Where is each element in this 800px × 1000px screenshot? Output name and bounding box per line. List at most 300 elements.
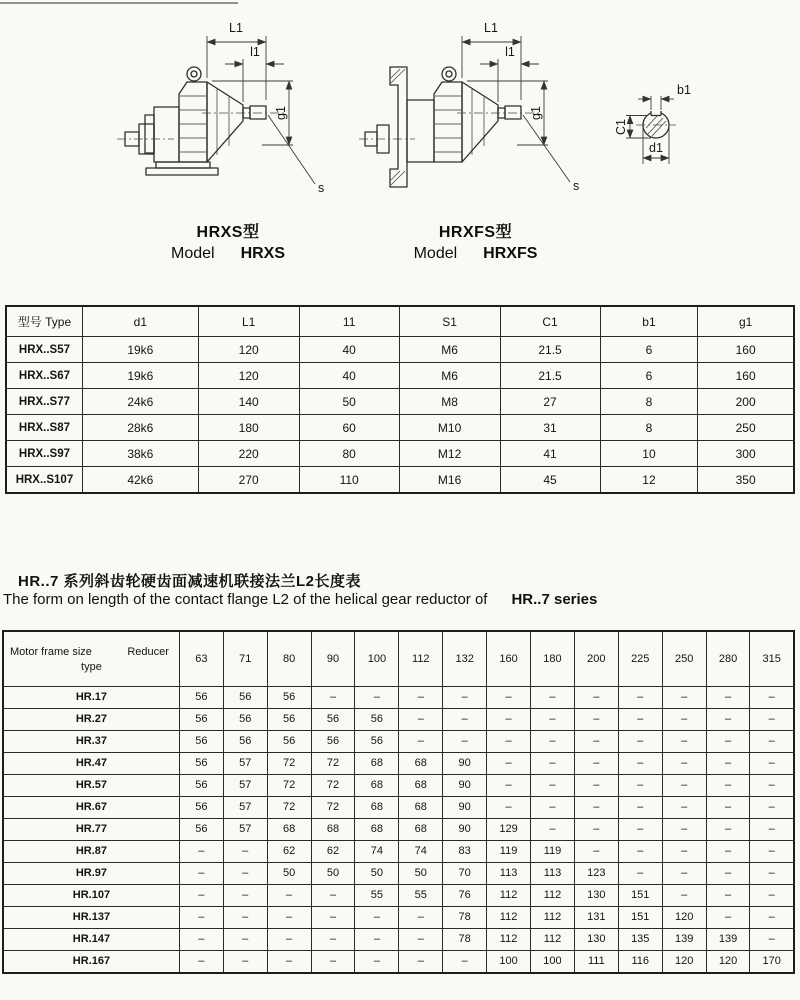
row-label: HR.137 [3, 907, 179, 929]
value-cell: 68 [267, 819, 311, 841]
column-header: 型号 Type [6, 306, 82, 337]
value-cell: 68 [355, 797, 399, 819]
table-row [3, 819, 794, 841]
value-cell: 21.5 [500, 363, 600, 389]
hrxs-caption [148, 219, 308, 263]
column-header: 80 [267, 631, 311, 687]
value-cell: – [618, 797, 662, 819]
hrxfs-caption-cn: HRXFS型 [438, 224, 513, 241]
value-cell: 130 [574, 929, 618, 951]
value-cell: – [706, 907, 750, 929]
value-cell: – [267, 907, 311, 929]
value-cell: – [223, 929, 267, 951]
hrxs-drawing [112, 12, 362, 217]
value-cell: 8 [600, 389, 698, 415]
column-header: 112 [399, 631, 443, 687]
value-cell: 56 [179, 775, 223, 797]
table-row [3, 753, 794, 775]
value-cell: – [706, 819, 750, 841]
row-label: HR.37 [3, 731, 179, 753]
row-label: HR.67 [3, 797, 179, 819]
value-cell: 40 [299, 363, 399, 389]
value-cell: 31 [500, 415, 600, 441]
value-cell: – [574, 819, 618, 841]
value-cell: – [531, 753, 575, 775]
value-cell: – [355, 951, 399, 974]
value-cell: – [399, 687, 443, 709]
value-cell: 38k6 [82, 441, 198, 467]
value-cell: 112 [531, 885, 575, 907]
value-cell: 270 [198, 467, 299, 494]
value-cell: – [531, 731, 575, 753]
value-cell: – [531, 775, 575, 797]
value-cell: 24k6 [82, 389, 198, 415]
value-cell: – [750, 687, 794, 709]
value-cell: 140 [198, 389, 299, 415]
value-cell: 170 [750, 951, 794, 974]
value-cell: 50 [399, 863, 443, 885]
value-cell: 151 [618, 907, 662, 929]
value-cell: – [706, 731, 750, 753]
value-cell: – [531, 687, 575, 709]
row-label: HR.47 [3, 753, 179, 775]
hrxfs-drawing [357, 12, 617, 217]
dim-label-l1: l1 [250, 45, 260, 59]
value-cell: 350 [698, 467, 794, 494]
table-row [6, 337, 794, 363]
value-cell: – [574, 709, 618, 731]
corner-label-reducer: Reducer [127, 645, 169, 658]
row-label: HRX..S87 [6, 415, 82, 441]
hrxfs-gearbox-outline [359, 67, 542, 187]
value-cell: – [311, 929, 355, 951]
value-cell: 80 [299, 441, 399, 467]
value-cell: 119 [487, 841, 531, 863]
value-cell: – [706, 797, 750, 819]
table-row [3, 885, 794, 907]
value-cell: – [311, 885, 355, 907]
shaft-section-drawing [600, 68, 760, 188]
value-cell: 68 [355, 753, 399, 775]
value-cell: 74 [399, 841, 443, 863]
value-cell: – [618, 841, 662, 863]
value-cell: – [487, 731, 531, 753]
value-cell: – [223, 885, 267, 907]
value-cell: 78 [443, 907, 487, 929]
value-cell: 139 [662, 929, 706, 951]
value-cell: 6 [600, 363, 698, 389]
table-row [3, 929, 794, 951]
table-row [3, 731, 794, 753]
value-cell: 220 [198, 441, 299, 467]
value-cell: – [618, 775, 662, 797]
value-cell: 250 [698, 415, 794, 441]
dim-label-C1: C1 [614, 119, 628, 135]
column-header: g1 [698, 306, 794, 337]
row-label: HR.147 [3, 929, 179, 951]
value-cell: – [750, 797, 794, 819]
value-cell: 72 [267, 797, 311, 819]
flange-section-title-en [3, 591, 597, 608]
value-cell: 74 [355, 841, 399, 863]
value-cell: – [574, 775, 618, 797]
table-row [3, 863, 794, 885]
hrxs-caption-en [148, 245, 308, 263]
value-cell: 112 [531, 907, 575, 929]
value-cell: – [750, 731, 794, 753]
value-cell: – [355, 907, 399, 929]
column-header: S1 [399, 306, 500, 337]
value-cell: 62 [267, 841, 311, 863]
column-header: 11 [299, 306, 399, 337]
column-header: 225 [618, 631, 662, 687]
row-label: HR.77 [3, 819, 179, 841]
dim-label-s: s [573, 179, 580, 193]
value-cell: 68 [399, 797, 443, 819]
value-cell: 300 [698, 441, 794, 467]
column-header: 315 [750, 631, 794, 687]
dim-label-s: s [318, 181, 325, 195]
value-cell: M16 [399, 467, 500, 494]
value-cell: 56 [179, 731, 223, 753]
column-header: 100 [355, 631, 399, 687]
corner-header-cell [3, 631, 179, 687]
value-cell: 56 [179, 709, 223, 731]
table-row [3, 951, 794, 974]
value-cell: – [618, 687, 662, 709]
value-cell: – [311, 951, 355, 974]
value-cell: – [179, 841, 223, 863]
value-cell: 57 [223, 775, 267, 797]
value-cell: 72 [267, 775, 311, 797]
row-label: HRX..S67 [6, 363, 82, 389]
dim-label-g1: g1 [529, 106, 543, 120]
value-cell: 120 [662, 951, 706, 974]
row-label: HR.97 [3, 863, 179, 885]
value-cell: 56 [223, 709, 267, 731]
value-cell: 151 [618, 885, 662, 907]
value-cell: – [179, 929, 223, 951]
title-en-main: The form on length of the contact flange L2 of the helical gear reductor of [3, 591, 488, 608]
value-cell: 56 [223, 731, 267, 753]
value-cell: – [223, 951, 267, 974]
value-cell: 130 [574, 885, 618, 907]
flange-section-title-cn: HR..7 系列斜齿轮硬齿面减速机联接法兰L2长度表 [18, 573, 362, 590]
value-cell: – [618, 753, 662, 775]
flange-table-body [3, 687, 794, 974]
value-cell: 100 [487, 951, 531, 974]
row-label: HR.17 [3, 687, 179, 709]
value-cell: 50 [355, 863, 399, 885]
value-cell: – [443, 709, 487, 731]
value-cell: – [443, 951, 487, 974]
dimension-table-body [6, 337, 794, 494]
value-cell: – [750, 863, 794, 885]
dim-label-L1: L1 [484, 21, 498, 35]
value-cell: 10 [600, 441, 698, 467]
value-cell: – [487, 709, 531, 731]
value-cell: 120 [706, 951, 750, 974]
value-cell: 113 [531, 863, 575, 885]
value-cell: 78 [443, 929, 487, 951]
value-cell: – [179, 951, 223, 974]
value-cell: 112 [487, 929, 531, 951]
shaft-dimension-table [5, 305, 795, 494]
value-cell: – [531, 819, 575, 841]
header-row [3, 631, 794, 687]
value-cell: – [662, 731, 706, 753]
column-header: 200 [574, 631, 618, 687]
column-header: 250 [662, 631, 706, 687]
value-cell: – [574, 797, 618, 819]
value-cell: 111 [574, 951, 618, 974]
value-cell: 68 [355, 775, 399, 797]
value-cell: 56 [179, 687, 223, 709]
value-cell: – [662, 797, 706, 819]
mounting-flange [390, 67, 407, 187]
value-cell: – [662, 709, 706, 731]
value-cell: 56 [179, 753, 223, 775]
value-cell: – [223, 841, 267, 863]
column-header: b1 [600, 306, 698, 337]
value-cell: 12 [600, 467, 698, 494]
row-label: HR.87 [3, 841, 179, 863]
table-row [3, 687, 794, 709]
title-en-series: HR..7 series [511, 591, 598, 608]
value-cell: – [487, 687, 531, 709]
value-cell: – [662, 841, 706, 863]
value-cell: 50 [311, 863, 355, 885]
value-cell: – [662, 775, 706, 797]
value-cell: – [311, 687, 355, 709]
column-header: d1 [82, 306, 198, 337]
value-cell: 27 [500, 389, 600, 415]
value-cell: – [750, 819, 794, 841]
value-cell: – [618, 709, 662, 731]
value-cell: – [750, 841, 794, 863]
value-cell: 120 [198, 363, 299, 389]
eyebolt-icon [187, 67, 201, 81]
row-label: HR.27 [3, 709, 179, 731]
value-cell: 56 [311, 709, 355, 731]
value-cell: – [179, 885, 223, 907]
value-cell: 50 [267, 863, 311, 885]
value-cell: – [179, 907, 223, 929]
eyebolt-icon [442, 67, 456, 81]
dim-label-L1: L1 [229, 21, 243, 35]
value-cell: – [662, 885, 706, 907]
value-cell: 131 [574, 907, 618, 929]
value-cell: – [531, 797, 575, 819]
value-cell: 72 [311, 753, 355, 775]
value-cell: – [662, 863, 706, 885]
corner-label-type: type [81, 660, 102, 673]
model-word: Model [413, 245, 458, 262]
value-cell: 55 [355, 885, 399, 907]
shaft-section-outline [636, 110, 676, 139]
scan-artifact-line [0, 2, 238, 4]
table-row [6, 389, 794, 415]
value-cell: – [750, 907, 794, 929]
value-cell: 113 [487, 863, 531, 885]
value-cell: – [750, 885, 794, 907]
value-cell: 57 [223, 797, 267, 819]
value-cell: – [750, 929, 794, 951]
value-cell: 55 [399, 885, 443, 907]
value-cell: 56 [311, 731, 355, 753]
value-cell: – [618, 863, 662, 885]
value-cell: 40 [299, 337, 399, 363]
value-cell: 90 [443, 819, 487, 841]
value-cell: 90 [443, 753, 487, 775]
value-cell: 139 [706, 929, 750, 951]
value-cell: – [267, 951, 311, 974]
value-cell: – [662, 753, 706, 775]
value-cell: – [267, 885, 311, 907]
value-cell: 68 [399, 753, 443, 775]
value-cell: 57 [223, 819, 267, 841]
value-cell: 41 [500, 441, 600, 467]
value-cell: – [706, 753, 750, 775]
value-cell: – [399, 731, 443, 753]
column-header: 90 [311, 631, 355, 687]
column-header: L1 [198, 306, 299, 337]
header-row [6, 306, 794, 337]
hrxfs-caption [388, 219, 563, 263]
value-cell: M12 [399, 441, 500, 467]
value-cell: – [750, 753, 794, 775]
flange-length-table [2, 630, 795, 974]
value-cell: 116 [618, 951, 662, 974]
value-cell: 135 [618, 929, 662, 951]
value-cell: – [399, 929, 443, 951]
value-cell: – [223, 907, 267, 929]
row-label: HRX..S107 [6, 467, 82, 494]
value-cell: 119 [531, 841, 575, 863]
value-cell: 56 [355, 731, 399, 753]
value-cell: 6 [600, 337, 698, 363]
model-value: HRXFS [483, 245, 538, 262]
value-cell: – [399, 907, 443, 929]
value-cell: 8 [600, 415, 698, 441]
value-cell: – [706, 709, 750, 731]
value-cell: 180 [198, 415, 299, 441]
hrxs-caption-cn: HRXS型 [196, 224, 260, 241]
corner-label-motor: Motor frame size [10, 645, 92, 658]
value-cell: 68 [311, 819, 355, 841]
value-cell: – [618, 819, 662, 841]
shaft-section-dimensions [614, 83, 691, 164]
value-cell: 57 [223, 753, 267, 775]
value-cell: – [574, 753, 618, 775]
dim-label-b1: b1 [677, 83, 691, 97]
value-cell: – [487, 797, 531, 819]
table-row [3, 797, 794, 819]
table-row [3, 841, 794, 863]
value-cell: 56 [355, 709, 399, 731]
value-cell: 72 [311, 797, 355, 819]
value-cell: 19k6 [82, 337, 198, 363]
dim-label-d1: d1 [649, 141, 663, 155]
value-cell: – [487, 753, 531, 775]
value-cell: – [311, 907, 355, 929]
column-header: 180 [531, 631, 575, 687]
dim-label-l1: l1 [505, 45, 515, 59]
value-cell: 83 [443, 841, 487, 863]
value-cell: 90 [443, 797, 487, 819]
value-cell: – [706, 687, 750, 709]
value-cell: – [662, 687, 706, 709]
value-cell: – [618, 731, 662, 753]
row-label: HR.57 [3, 775, 179, 797]
value-cell: 56 [267, 731, 311, 753]
value-cell: – [706, 841, 750, 863]
dim-label-g1: g1 [274, 106, 288, 120]
value-cell: M6 [399, 363, 500, 389]
table-row [3, 775, 794, 797]
value-cell: 112 [531, 929, 575, 951]
value-cell: – [487, 775, 531, 797]
value-cell: 62 [311, 841, 355, 863]
row-label: HR.167 [3, 951, 179, 974]
value-cell: 50 [299, 389, 399, 415]
value-cell: 68 [355, 819, 399, 841]
value-cell: 120 [198, 337, 299, 363]
value-cell: 110 [299, 467, 399, 494]
value-cell: 56 [179, 797, 223, 819]
table-row [6, 363, 794, 389]
value-cell: 56 [179, 819, 223, 841]
value-cell: 68 [399, 775, 443, 797]
column-header: 71 [223, 631, 267, 687]
value-cell: 200 [698, 389, 794, 415]
value-cell: 160 [698, 363, 794, 389]
value-cell: – [267, 929, 311, 951]
row-label: HR.107 [3, 885, 179, 907]
value-cell: M8 [399, 389, 500, 415]
row-label: HRX..S97 [6, 441, 82, 467]
value-cell: 19k6 [82, 363, 198, 389]
value-cell: 60 [299, 415, 399, 441]
value-cell: – [223, 863, 267, 885]
value-cell: 129 [487, 819, 531, 841]
value-cell: 68 [399, 819, 443, 841]
value-cell: – [399, 951, 443, 974]
table-row [3, 709, 794, 731]
value-cell: 56 [267, 687, 311, 709]
value-cell: – [574, 731, 618, 753]
value-cell: 70 [443, 863, 487, 885]
column-header: 160 [487, 631, 531, 687]
value-cell: 100 [531, 951, 575, 974]
value-cell: 72 [267, 753, 311, 775]
value-cell: 123 [574, 863, 618, 885]
table-row [6, 467, 794, 494]
value-cell: – [706, 863, 750, 885]
value-cell: – [750, 709, 794, 731]
value-cell: – [662, 819, 706, 841]
value-cell: – [706, 885, 750, 907]
value-cell: 28k6 [82, 415, 198, 441]
value-cell: 160 [698, 337, 794, 363]
value-cell: 76 [443, 885, 487, 907]
value-cell: 56 [223, 687, 267, 709]
value-cell: – [706, 775, 750, 797]
hrxfs-caption-en [388, 245, 563, 263]
column-header: 280 [706, 631, 750, 687]
value-cell: – [531, 709, 575, 731]
value-cell: 120 [662, 907, 706, 929]
